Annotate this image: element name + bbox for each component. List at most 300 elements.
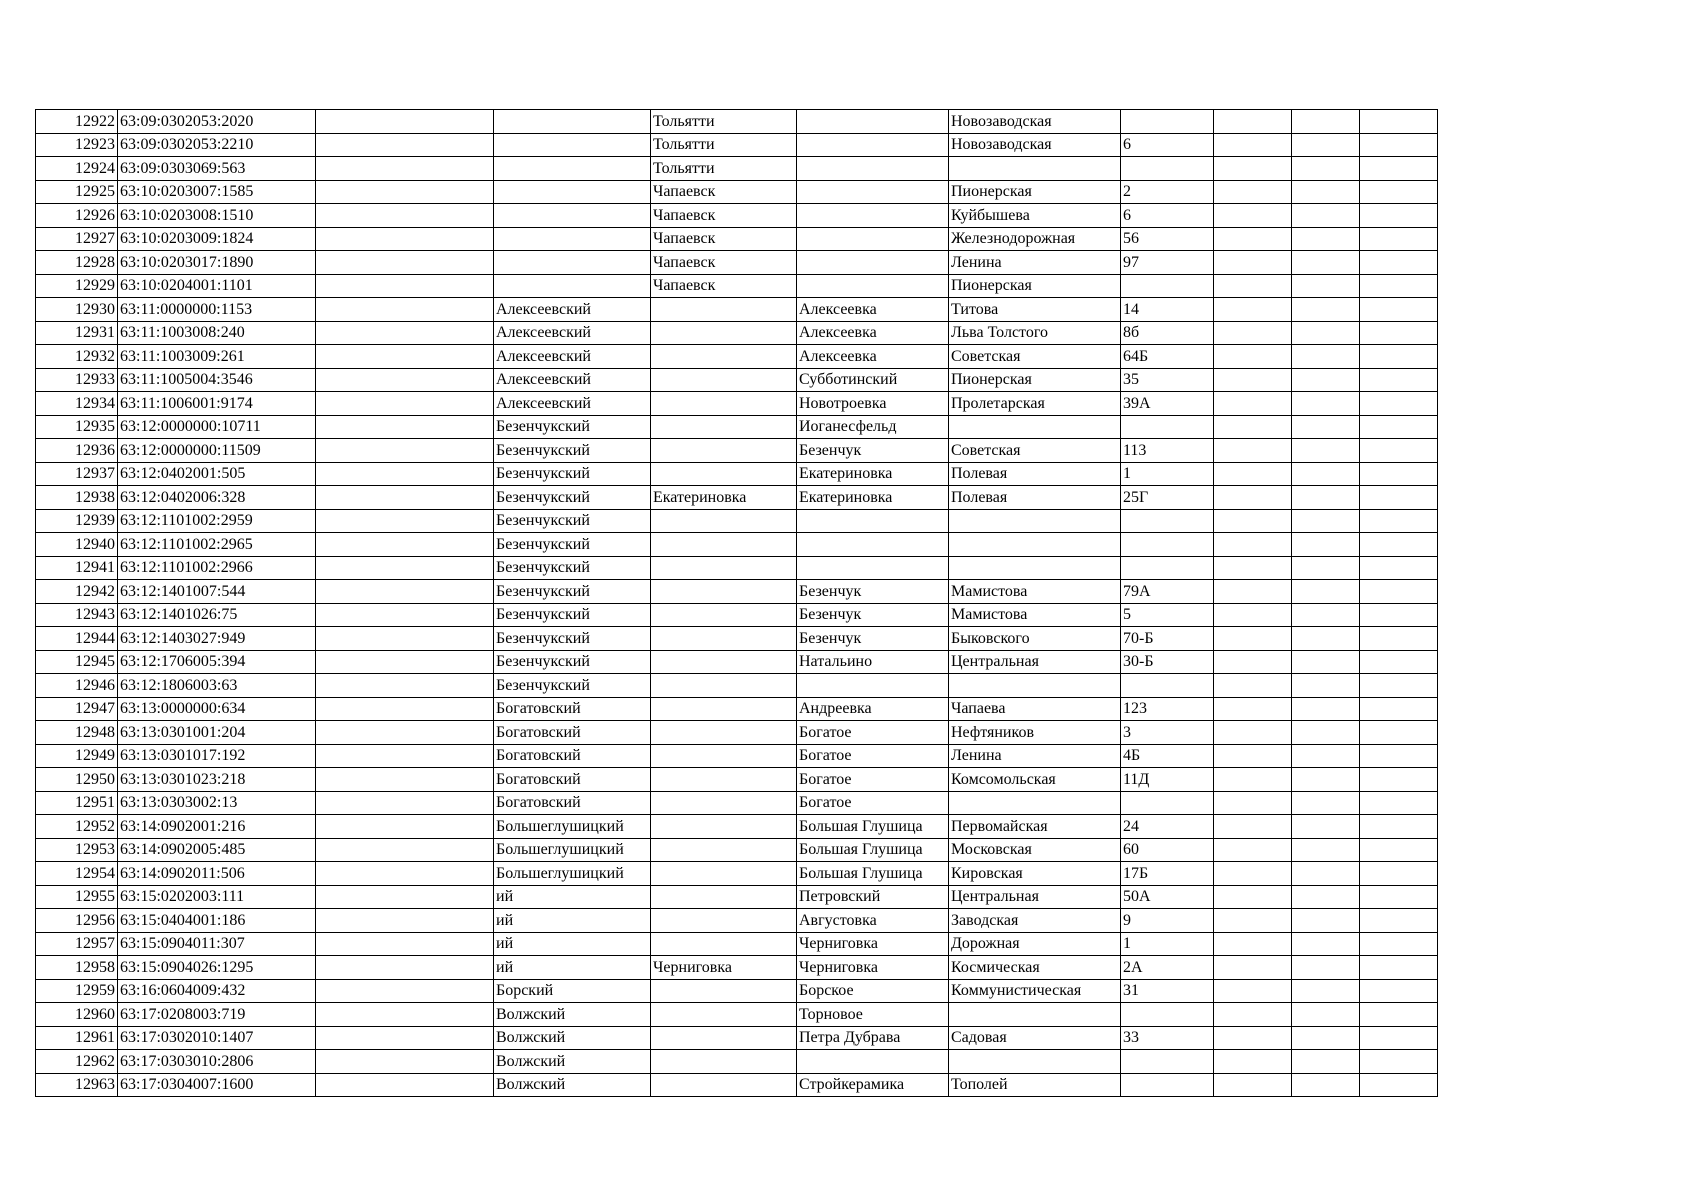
cell-city [651, 909, 797, 933]
cell-col-11 [1360, 1026, 1438, 1050]
table-row [36, 345, 1438, 369]
cell-col-10 [1292, 1026, 1360, 1050]
cell-row-number: 12951 [36, 791, 118, 815]
cell-district: Безенчукский [494, 415, 651, 439]
cell-house: 64Б [1121, 345, 1214, 369]
cell-district: ий [494, 885, 651, 909]
cell-house: 4Б [1121, 744, 1214, 768]
cell-house [1121, 509, 1214, 533]
cell-settlement: Новотроевка [797, 392, 949, 416]
cell-col-9 [1214, 979, 1292, 1003]
cell-street: Дорожная [949, 932, 1121, 956]
cell-col-9 [1214, 580, 1292, 604]
table-row [36, 533, 1438, 557]
cell-district [494, 274, 651, 298]
cell-cadastral-number: 63:11:1003008:240 [118, 321, 316, 345]
cell-col-10 [1292, 697, 1360, 721]
cell-district: ий [494, 932, 651, 956]
cell-col-11 [1360, 956, 1438, 980]
cell-district: Безенчукский [494, 603, 651, 627]
cell-col-3 [316, 1026, 494, 1050]
cell-house [1121, 1003, 1214, 1027]
table-row [36, 298, 1438, 322]
cell-col-10 [1292, 1003, 1360, 1027]
cell-col-10 [1292, 345, 1360, 369]
cell-district: Волжский [494, 1050, 651, 1074]
cell-col-11 [1360, 486, 1438, 510]
cell-row-number: 12953 [36, 838, 118, 862]
cell-col-9 [1214, 533, 1292, 557]
cell-street: Ленина [949, 251, 1121, 275]
cell-city [651, 627, 797, 651]
cell-settlement [797, 251, 949, 275]
cell-col-10 [1292, 744, 1360, 768]
cell-district: Алексеевский [494, 368, 651, 392]
cell-col-3 [316, 204, 494, 228]
cell-col-11 [1360, 462, 1438, 486]
cell-col-10 [1292, 909, 1360, 933]
cell-street: Пролетарская [949, 392, 1121, 416]
cell-col-9 [1214, 415, 1292, 439]
table-row [36, 1073, 1438, 1097]
cell-settlement [797, 274, 949, 298]
cell-district: Богатовский [494, 791, 651, 815]
cell-cadastral-number: 63:17:0304007:1600 [118, 1073, 316, 1097]
table-row [36, 439, 1438, 463]
cell-street: Комсомольская [949, 768, 1121, 792]
cell-row-number: 12961 [36, 1026, 118, 1050]
cell-cadastral-number: 63:15:0404001:186 [118, 909, 316, 933]
cell-house [1121, 556, 1214, 580]
cell-street [949, 1050, 1121, 1074]
cell-cadastral-number: 63:15:0904026:1295 [118, 956, 316, 980]
cell-city [651, 697, 797, 721]
cell-col-11 [1360, 768, 1438, 792]
cell-settlement [797, 157, 949, 181]
cell-house: 5 [1121, 603, 1214, 627]
cell-col-10 [1292, 603, 1360, 627]
cell-city [651, 345, 797, 369]
cell-row-number: 12938 [36, 486, 118, 510]
cell-cadastral-number: 63:13:0301001:204 [118, 721, 316, 745]
cell-cadastral-number: 63:12:1706005:394 [118, 650, 316, 674]
cell-col-11 [1360, 697, 1438, 721]
cell-col-3 [316, 298, 494, 322]
cell-col-9 [1214, 815, 1292, 839]
cell-col-9 [1214, 909, 1292, 933]
cell-col-9 [1214, 956, 1292, 980]
cell-settlement: Большая Глушица [797, 815, 949, 839]
cell-cadastral-number: 63:10:0203017:1890 [118, 251, 316, 275]
cell-settlement: Большая Глушица [797, 838, 949, 862]
cell-street: Пионерская [949, 368, 1121, 392]
cell-row-number: 12949 [36, 744, 118, 768]
table-row [36, 415, 1438, 439]
cell-col-9 [1214, 697, 1292, 721]
cell-house: 17Б [1121, 862, 1214, 886]
cell-col-9 [1214, 791, 1292, 815]
cell-city [651, 744, 797, 768]
cell-col-9 [1214, 556, 1292, 580]
table-row [36, 838, 1438, 862]
cell-col-10 [1292, 862, 1360, 886]
cell-street: Новозаводская [949, 110, 1121, 134]
cell-col-9 [1214, 650, 1292, 674]
cell-house: 70-Б [1121, 627, 1214, 651]
cell-street [949, 533, 1121, 557]
cell-col-9 [1214, 227, 1292, 251]
cell-col-3 [316, 932, 494, 956]
cell-col-10 [1292, 791, 1360, 815]
cell-row-number: 12924 [36, 157, 118, 181]
cell-city [651, 321, 797, 345]
table-row [36, 979, 1438, 1003]
table-row [36, 932, 1438, 956]
cell-col-10 [1292, 815, 1360, 839]
cell-row-number: 12947 [36, 697, 118, 721]
table-row [36, 1050, 1438, 1074]
cell-col-10 [1292, 227, 1360, 251]
cell-city [651, 838, 797, 862]
cell-city [651, 1003, 797, 1027]
cell-house: 60 [1121, 838, 1214, 862]
cell-col-9 [1214, 838, 1292, 862]
cell-row-number: 12939 [36, 509, 118, 533]
cell-house [1121, 1050, 1214, 1074]
cell-district [494, 133, 651, 157]
table-row [36, 392, 1438, 416]
cell-col-10 [1292, 439, 1360, 463]
cell-col-3 [316, 274, 494, 298]
cell-col-11 [1360, 744, 1438, 768]
cell-street: Садовая [949, 1026, 1121, 1050]
cell-district [494, 110, 651, 134]
cell-settlement: Алексеевка [797, 321, 949, 345]
cell-row-number: 12934 [36, 392, 118, 416]
cell-house [1121, 157, 1214, 181]
cell-house: 2А [1121, 956, 1214, 980]
cell-cadastral-number: 63:17:0303010:2806 [118, 1050, 316, 1074]
cell-col-11 [1360, 556, 1438, 580]
cell-col-10 [1292, 180, 1360, 204]
cell-settlement [797, 509, 949, 533]
cell-street: Пионерская [949, 180, 1121, 204]
cell-district: Волжский [494, 1073, 651, 1097]
cell-col-9 [1214, 204, 1292, 228]
cell-col-9 [1214, 133, 1292, 157]
cell-cadastral-number: 63:11:1005004:3546 [118, 368, 316, 392]
table-row [36, 180, 1438, 204]
cell-col-3 [316, 744, 494, 768]
cell-row-number: 12931 [36, 321, 118, 345]
cell-col-10 [1292, 838, 1360, 862]
cell-cadastral-number: 63:11:0000000:1153 [118, 298, 316, 322]
cell-house: 33 [1121, 1026, 1214, 1050]
cell-col-9 [1214, 321, 1292, 345]
cell-col-11 [1360, 345, 1438, 369]
cell-col-9 [1214, 298, 1292, 322]
table-row [36, 110, 1438, 134]
cell-city: Черниговка [651, 956, 797, 980]
cell-house [1121, 110, 1214, 134]
table-row [36, 486, 1438, 510]
cell-col-3 [316, 227, 494, 251]
cell-house: 24 [1121, 815, 1214, 839]
cell-cadastral-number: 63:16:0604009:432 [118, 979, 316, 1003]
cell-district: Алексеевский [494, 321, 651, 345]
cell-settlement [797, 674, 949, 698]
table-row [36, 885, 1438, 909]
cell-settlement: Андреевка [797, 697, 949, 721]
cell-col-11 [1360, 204, 1438, 228]
cell-row-number: 12928 [36, 251, 118, 275]
cell-col-9 [1214, 721, 1292, 745]
cell-col-3 [316, 415, 494, 439]
cell-col-11 [1360, 321, 1438, 345]
cell-city: Чапаевск [651, 227, 797, 251]
cell-col-11 [1360, 1003, 1438, 1027]
cell-row-number: 12941 [36, 556, 118, 580]
cell-col-11 [1360, 1050, 1438, 1074]
cell-col-3 [316, 556, 494, 580]
cell-col-9 [1214, 674, 1292, 698]
cell-col-9 [1214, 509, 1292, 533]
cell-col-9 [1214, 627, 1292, 651]
cell-col-9 [1214, 862, 1292, 886]
cell-row-number: 12962 [36, 1050, 118, 1074]
cell-settlement: Большая Глушица [797, 862, 949, 886]
cell-col-9 [1214, 368, 1292, 392]
cell-col-3 [316, 697, 494, 721]
cell-cadastral-number: 63:12:0000000:10711 [118, 415, 316, 439]
cell-col-10 [1292, 368, 1360, 392]
cell-house: 1 [1121, 932, 1214, 956]
cell-row-number: 12927 [36, 227, 118, 251]
cell-city [651, 439, 797, 463]
table-row [36, 791, 1438, 815]
table-row [36, 509, 1438, 533]
cell-city: Тольятти [651, 110, 797, 134]
cell-row-number: 12925 [36, 180, 118, 204]
cell-district: Большеглушицкий [494, 815, 651, 839]
cell-district: Безенчукский [494, 439, 651, 463]
cell-city [651, 533, 797, 557]
cell-row-number: 12952 [36, 815, 118, 839]
cell-settlement [797, 227, 949, 251]
cell-settlement: Черниговка [797, 932, 949, 956]
cell-street [949, 791, 1121, 815]
cell-col-10 [1292, 392, 1360, 416]
cell-col-10 [1292, 274, 1360, 298]
cell-cadastral-number: 63:13:0000000:634 [118, 697, 316, 721]
cell-cadastral-number: 63:12:0402001:505 [118, 462, 316, 486]
cell-district: Безенчукский [494, 650, 651, 674]
cell-col-9 [1214, 603, 1292, 627]
cell-col-3 [316, 157, 494, 181]
cell-house: 113 [1121, 439, 1214, 463]
cell-settlement: Петра Дубрава [797, 1026, 949, 1050]
cell-house: 56 [1121, 227, 1214, 251]
cell-col-3 [316, 838, 494, 862]
table-row [36, 744, 1438, 768]
cell-settlement: Торновое [797, 1003, 949, 1027]
cell-col-3 [316, 1003, 494, 1027]
cell-row-number: 12937 [36, 462, 118, 486]
cell-col-11 [1360, 1073, 1438, 1097]
cell-settlement: Иоганесфельд [797, 415, 949, 439]
cell-settlement [797, 133, 949, 157]
table-row [36, 815, 1438, 839]
cell-cadastral-number: 63:12:1806003:63 [118, 674, 316, 698]
cell-col-10 [1292, 674, 1360, 698]
cell-col-11 [1360, 838, 1438, 862]
cell-street: Нефтяников [949, 721, 1121, 745]
cell-row-number: 12960 [36, 1003, 118, 1027]
cell-col-9 [1214, 392, 1292, 416]
cell-row-number: 12958 [36, 956, 118, 980]
cell-district: ий [494, 909, 651, 933]
cell-district [494, 180, 651, 204]
cell-col-10 [1292, 533, 1360, 557]
cell-col-10 [1292, 251, 1360, 275]
cell-row-number: 12944 [36, 627, 118, 651]
table-body [36, 110, 1438, 1097]
table-row [36, 603, 1438, 627]
cell-settlement: Борское [797, 979, 949, 1003]
cell-district: Безенчукский [494, 486, 651, 510]
cell-street: Советская [949, 345, 1121, 369]
cell-cadastral-number: 63:10:0203009:1824 [118, 227, 316, 251]
cell-settlement: Петровский [797, 885, 949, 909]
cell-district: Безенчукский [494, 462, 651, 486]
cell-col-9 [1214, 180, 1292, 204]
cell-city [651, 1050, 797, 1074]
cell-street: Советская [949, 439, 1121, 463]
cell-district: Безенчукский [494, 556, 651, 580]
cell-street: Ленина [949, 744, 1121, 768]
cell-city [651, 462, 797, 486]
cell-col-10 [1292, 956, 1360, 980]
cell-district: Алексеевский [494, 298, 651, 322]
table-row [36, 697, 1438, 721]
cell-street [949, 556, 1121, 580]
cell-district: Богатовский [494, 768, 651, 792]
cell-city [651, 862, 797, 886]
cell-district: Большеглушицкий [494, 862, 651, 886]
cell-city [651, 650, 797, 674]
cell-cadastral-number: 63:11:1003009:261 [118, 345, 316, 369]
cell-col-11 [1360, 815, 1438, 839]
cell-cadastral-number: 63:12:0402006:328 [118, 486, 316, 510]
cell-city [651, 368, 797, 392]
cell-col-10 [1292, 462, 1360, 486]
cell-city [651, 556, 797, 580]
cell-col-11 [1360, 368, 1438, 392]
cell-settlement: Субботинский [797, 368, 949, 392]
cell-street: Новозаводская [949, 133, 1121, 157]
cell-cadastral-number: 63:09:0302053:2020 [118, 110, 316, 134]
table-row [36, 721, 1438, 745]
cell-house: 30-Б [1121, 650, 1214, 674]
cell-col-9 [1214, 744, 1292, 768]
cell-city: Тольятти [651, 133, 797, 157]
cell-col-10 [1292, 110, 1360, 134]
cell-street: Космическая [949, 956, 1121, 980]
cell-row-number: 12926 [36, 204, 118, 228]
cell-col-10 [1292, 321, 1360, 345]
cell-col-3 [316, 580, 494, 604]
cell-col-3 [316, 462, 494, 486]
cell-col-11 [1360, 298, 1438, 322]
cell-settlement: Безенчук [797, 439, 949, 463]
cell-city [651, 791, 797, 815]
cell-settlement [797, 556, 949, 580]
cell-col-11 [1360, 603, 1438, 627]
cell-col-11 [1360, 157, 1438, 181]
cell-col-11 [1360, 180, 1438, 204]
cell-col-11 [1360, 439, 1438, 463]
cell-cadastral-number: 63:09:0302053:2210 [118, 133, 316, 157]
cell-row-number: 12950 [36, 768, 118, 792]
cell-col-10 [1292, 133, 1360, 157]
registry-table [35, 109, 1438, 1097]
cell-col-3 [316, 133, 494, 157]
cell-city [651, 1073, 797, 1097]
cell-col-10 [1292, 157, 1360, 181]
table-row [36, 556, 1438, 580]
cell-col-3 [316, 533, 494, 557]
cell-col-11 [1360, 932, 1438, 956]
cell-settlement: Богатое [797, 768, 949, 792]
cell-row-number: 12948 [36, 721, 118, 745]
cell-street: Заводская [949, 909, 1121, 933]
cell-col-9 [1214, 1050, 1292, 1074]
cell-cadastral-number: 63:13:0301017:192 [118, 744, 316, 768]
cell-district: Богатовский [494, 721, 651, 745]
cell-col-10 [1292, 627, 1360, 651]
table-row [36, 650, 1438, 674]
cell-house: 35 [1121, 368, 1214, 392]
cell-street: Первомайская [949, 815, 1121, 839]
cell-settlement [797, 1050, 949, 1074]
cell-row-number: 12940 [36, 533, 118, 557]
cell-district: Безенчукский [494, 674, 651, 698]
cell-street: Пионерская [949, 274, 1121, 298]
cell-house [1121, 674, 1214, 698]
cell-city [651, 415, 797, 439]
cell-col-10 [1292, 768, 1360, 792]
cell-cadastral-number: 63:12:1401007:544 [118, 580, 316, 604]
cell-row-number: 12935 [36, 415, 118, 439]
cell-col-10 [1292, 556, 1360, 580]
table-row [36, 768, 1438, 792]
cell-settlement: Екатериновка [797, 486, 949, 510]
cell-col-9 [1214, 462, 1292, 486]
cell-row-number: 12954 [36, 862, 118, 886]
cell-col-10 [1292, 1050, 1360, 1074]
cell-house: 6 [1121, 204, 1214, 228]
table-row [36, 321, 1438, 345]
cell-settlement: Екатериновка [797, 462, 949, 486]
cell-street: Железнодорожная [949, 227, 1121, 251]
cell-street: Полевая [949, 462, 1121, 486]
cell-street: Мамистова [949, 603, 1121, 627]
cell-street: Чапаева [949, 697, 1121, 721]
table-row [36, 674, 1438, 698]
cell-col-10 [1292, 580, 1360, 604]
cell-col-9 [1214, 439, 1292, 463]
cell-row-number: 12955 [36, 885, 118, 909]
